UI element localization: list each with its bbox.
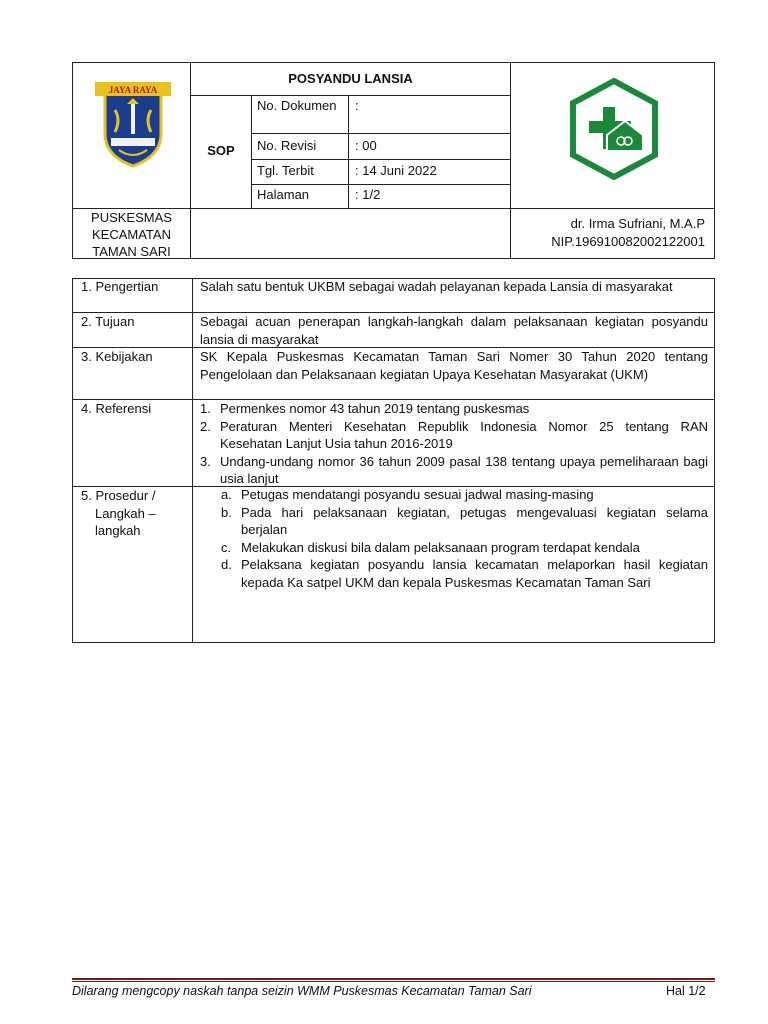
value-halaman: : 1/2 [355,187,381,202]
document-title: POSYANDU LANSIA [288,71,413,86]
footer-page-number: Hal 1/2 [666,984,706,998]
jakarta-crest-logo [93,80,173,168]
list-item: a. Petugas mendatangi posyandu sesuai jadwal masing-masing [221,487,594,502]
list-item: 2. Peraturan Menteri Kesehatan Republik Indonesia Nomor 25 tentang RAN Kesehatan Lanjut Usia tahun 2016-2019 [200,418,708,451]
footer-rule-thick [72,978,715,980]
prosedur-list [221,486,708,591]
prosedur-label-line-3: langkah [95,523,141,538]
value-no-revisi: : 00 [355,138,377,153]
org-name [73,208,190,260]
section-label-prosedur [81,487,156,540]
value-no-dokumen: : [355,98,359,113]
value-tgl-terbit: : 14 Juni 2022 [355,163,437,178]
footer-rule-thin [72,981,715,982]
section-label-kebijakan: 3. Kebijakan [81,349,153,364]
org-line-2: KECAMATAN [92,227,171,242]
section-text-tujuan: Sebagai acuan penerapan langkah-langkah dalam pelaksanaan kegiatan posyandu lansia di masyarakat [200,314,708,347]
section-label-referensi: 4. Referensi [81,401,152,416]
header-table [72,62,715,259]
prosedur-label-line-2: Langkah – [95,505,156,521]
sop-label: SOP [207,143,235,158]
org-line-1: PUSKESMAS [91,210,172,225]
section-text-pengertian: Salah satu bentuk UKBM sebagai wadah pelayanan kepada Lansia di masyarakat [200,279,673,294]
footer-disclaimer: Dilarang mengcopy naskah tanpa seizin WMM Puskesmas Kecamatan Taman Sari [72,984,532,998]
referensi-list [200,400,708,488]
label-tgl-terbit: Tgl. Terbit [257,163,314,178]
org-line-3: TAMAN SARI [92,244,171,259]
puskesmas-logo [567,77,661,181]
crest-motto: JAYA RAYA [108,85,158,95]
label-no-revisi: No. Revisi [257,138,317,153]
section-label-tujuan: 2. Tujuan [81,314,135,329]
signer-name: dr. Irma Sufriani, M.A.P [570,216,705,231]
signer-nip: NIP.196910082002122001 [551,234,705,249]
section-label-pengertian: 1. Pengertian [81,279,159,294]
section-text-kebijakan: SK Kepala Puskesmas Kecamatan Taman Sari Nomer 30 Tahun 2020 tentang Pengelolaan dan Pelaksanaan kegiatan Upaya Kesehatan Masyarakat (UKM) [200,349,708,382]
list-item: d. Pelaksana kegiatan posyandu lansia kecamatan melaporkan hasil kegiatan kepada Ka satpel UKM dan kepala Puskesmas Kecamatan Taman Sari [221,557,708,590]
list-item: c. Melakukan diskusi bila dalam pelaksanaan program terdapat kendala [221,539,640,555]
list-item: 3. Undang-undang nomor 36 tahun 2009 pasal 138 tentang upaya pemeliharaan bagi usia lanjut [200,453,708,486]
list-item: b. Pada hari pelaksanaan kegiatan, petugas mengevaluasi kegiatan selama berjalan [221,504,708,537]
label-halaman: Halaman [257,187,310,202]
list-item: 1. Permenkes nomor 43 tahun 2019 tentang puskesmas [200,401,530,416]
prosedur-label-line-1: 5. Prosedur / [81,488,156,503]
label-no-dokumen: No. Dokumen [257,98,337,113]
sop-content-table [72,278,715,643]
